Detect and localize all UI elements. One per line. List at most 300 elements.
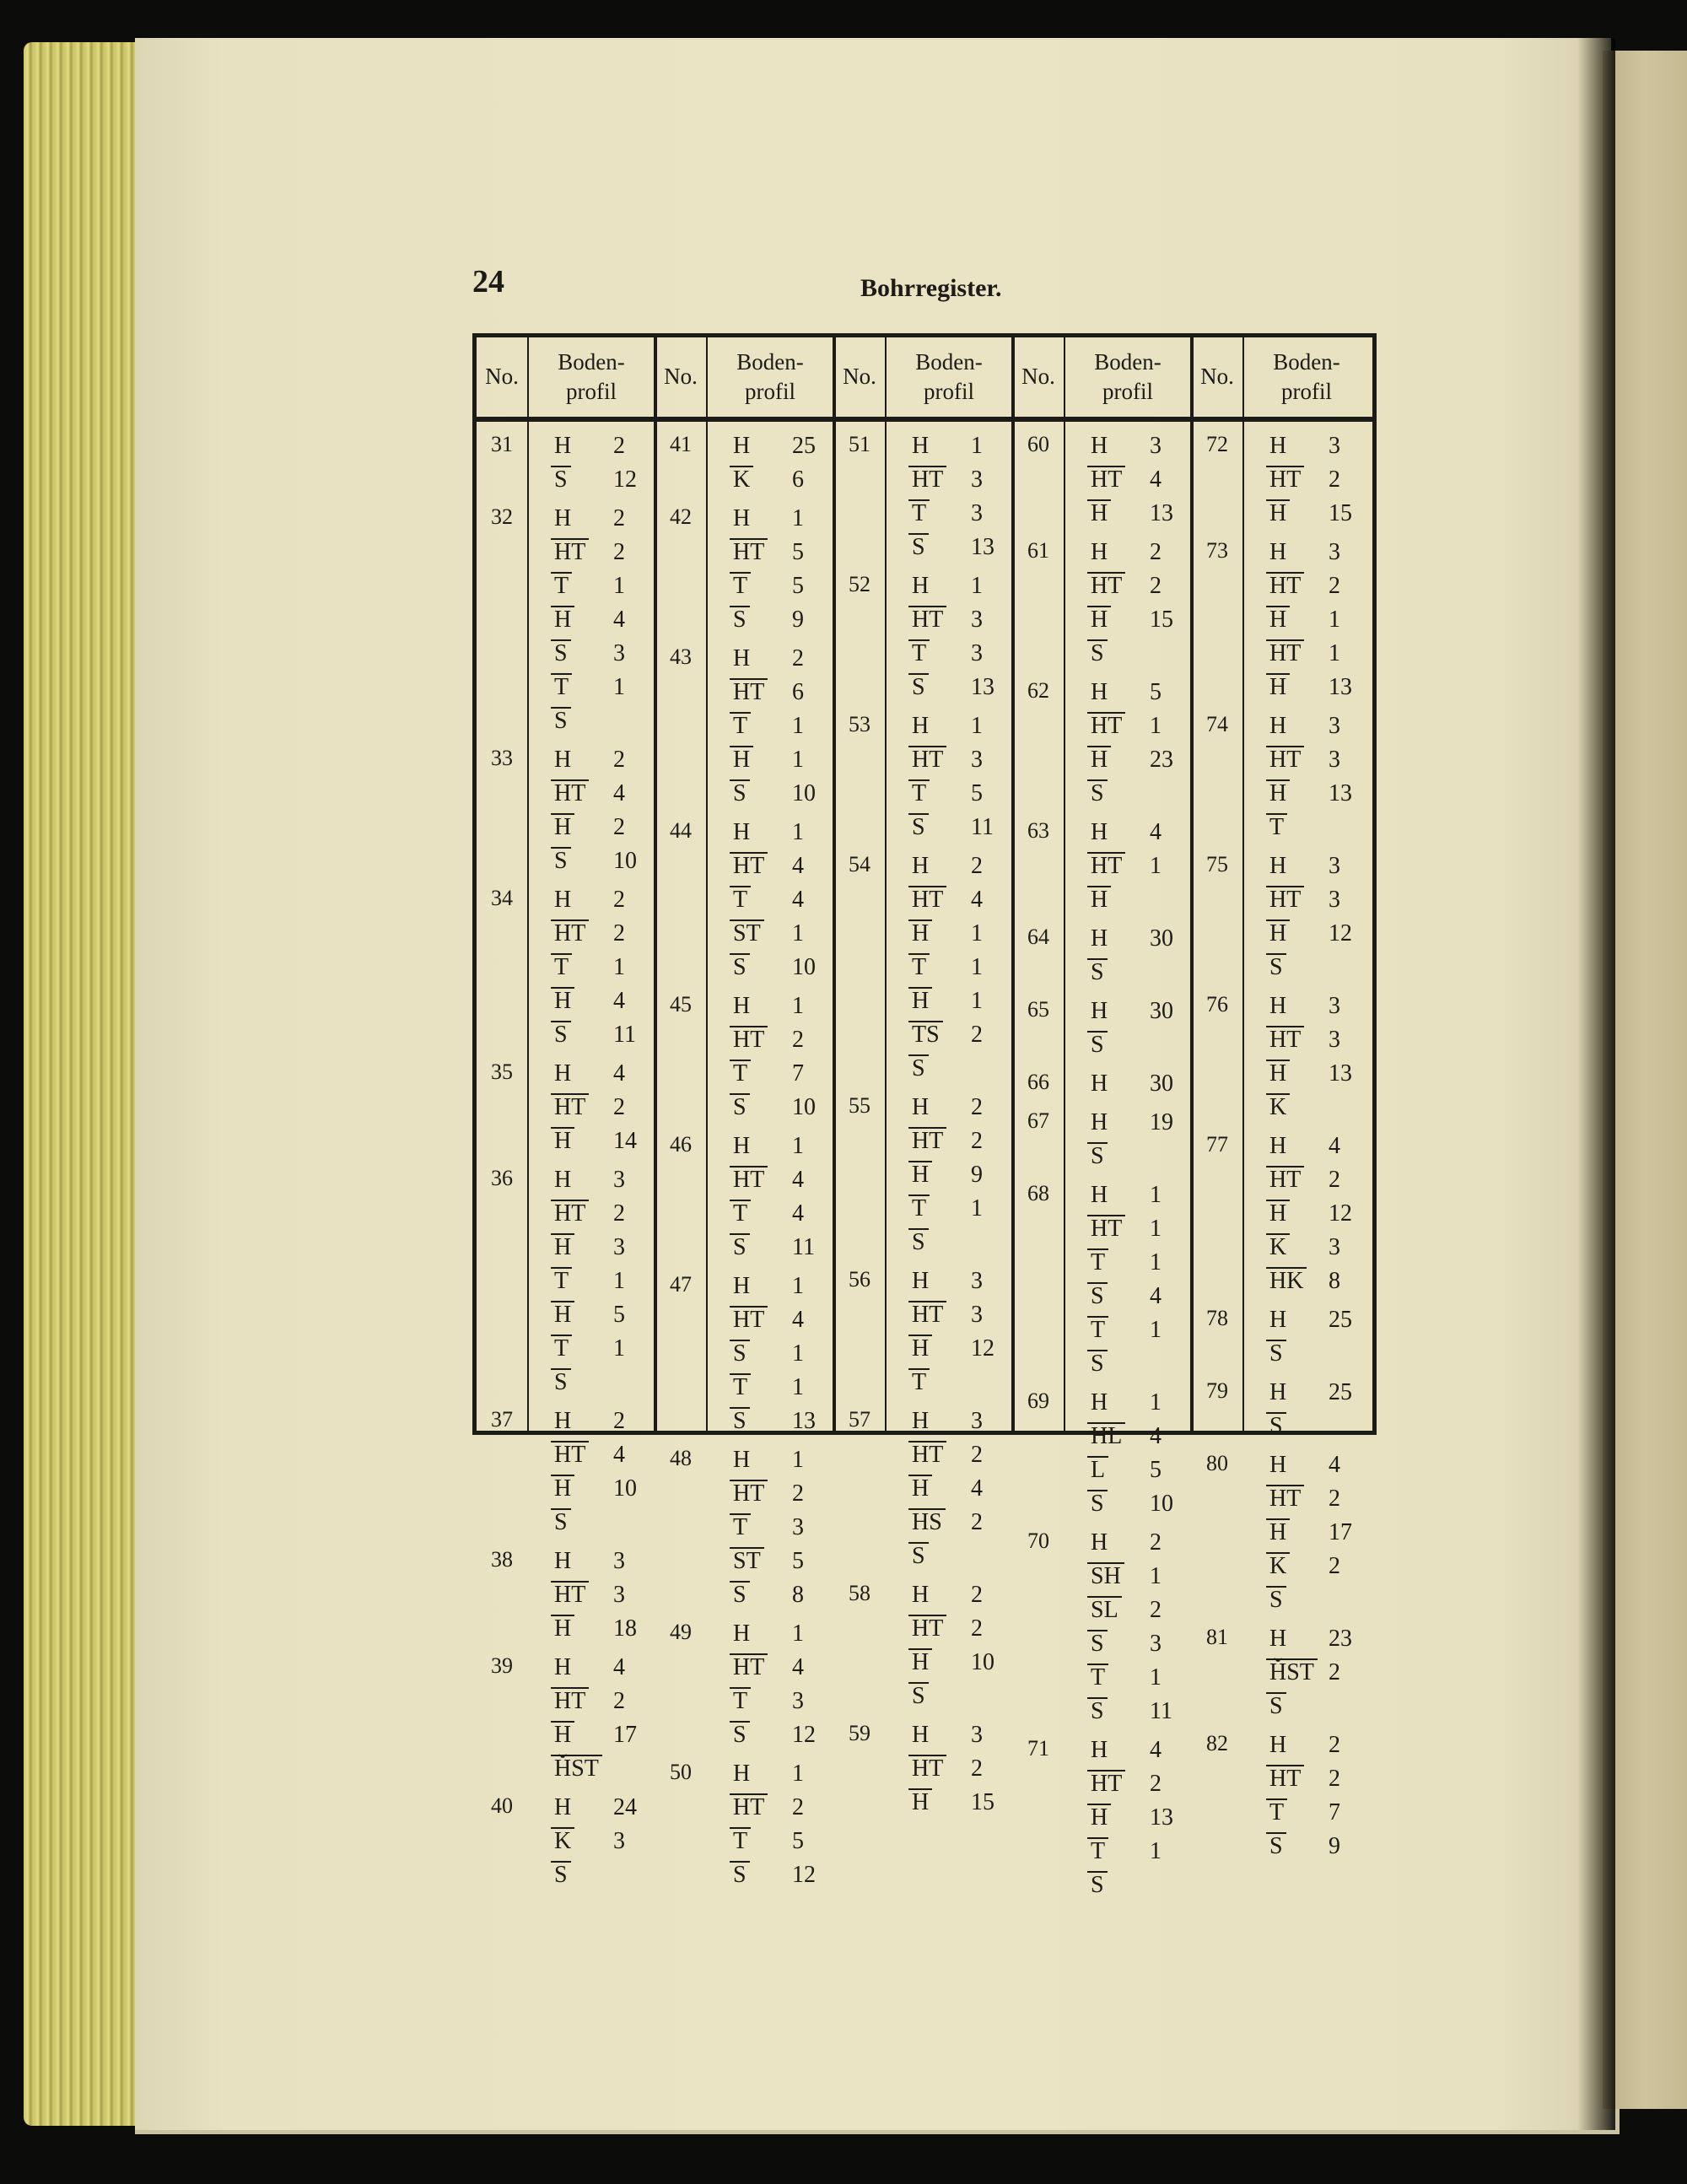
boring-number: 52: [849, 572, 870, 596]
layer-thickness: 3: [1329, 433, 1340, 459]
layer-thickness: 2: [613, 814, 625, 840]
layer-thickness: 9: [792, 607, 804, 633]
profile-layer: [1259, 1090, 1386, 1124]
soil-code: H: [554, 1408, 572, 1434]
soil-code: S: [1091, 1628, 1104, 1660]
layer-thickness: 1: [971, 954, 983, 980]
layer-thickness: 2: [613, 1688, 625, 1714]
profile-layer: [1081, 882, 1207, 916]
register-entry: [834, 1404, 1013, 1572]
profile-layer: [544, 501, 671, 535]
boring-number: 47: [670, 1272, 692, 1297]
layer-thickness: 3: [1329, 993, 1340, 1019]
layer-thickness: 30: [1150, 1070, 1173, 1097]
layer-thickness: 1: [1150, 1182, 1161, 1208]
layer-thickness: 2: [1329, 1486, 1340, 1512]
layer-thickness: 2: [1329, 1659, 1340, 1685]
register-entry: [1013, 535, 1192, 670]
soil-profile: [1242, 1302, 1386, 1370]
layer-thickness: 2: [971, 1128, 983, 1154]
bohrregister-table: [472, 333, 1377, 1898]
boring-number: 62: [1027, 678, 1049, 703]
profile-layer: [1259, 1728, 1386, 1761]
layer-thickness: 10: [613, 848, 637, 874]
boring-number: 77: [1206, 1132, 1228, 1157]
soil-code: T: [554, 671, 569, 704]
layer-thickness: 1: [1329, 607, 1340, 633]
profile-layer: [1081, 1245, 1207, 1279]
boring-number: 54: [849, 852, 870, 876]
profile-layer: [544, 535, 671, 569]
profile-layer: [1081, 675, 1207, 709]
soil-code: H: [912, 1268, 930, 1294]
layer-thickness: 2: [1329, 1553, 1340, 1579]
register-entry: [655, 815, 834, 984]
profile-layer: [723, 916, 849, 950]
profile-layer: [1081, 921, 1207, 955]
header-bodenprofil: [527, 337, 655, 417]
profile-layer: [723, 1022, 849, 1056]
register-entry: [655, 1616, 834, 1751]
boring-number: 64: [1027, 925, 1049, 949]
soil-code: HL: [1091, 1421, 1122, 1453]
header-bodenprofil-text: Boden- profil: [915, 348, 983, 404]
soil-code: H: [1091, 998, 1108, 1024]
soil-code: H: [912, 1333, 929, 1365]
profile-layer: [1081, 1626, 1207, 1660]
soil-code: S: [1269, 1691, 1283, 1723]
soil-code: S: [554, 1859, 568, 1891]
boring-number: 49: [670, 1620, 692, 1644]
profile-layer: [902, 1539, 1028, 1572]
soil-profile: [1064, 429, 1207, 530]
header-bodenprofil-text: Boden- profil: [1273, 348, 1340, 404]
layer-thickness: 4: [792, 1307, 804, 1333]
profile-layer: [902, 742, 1028, 776]
profile-layer: [902, 1017, 1028, 1051]
layer-thickness: 4: [613, 607, 625, 633]
layer-thickness: 5: [792, 539, 804, 565]
soil-code: S: [1269, 1584, 1283, 1616]
layer-thickness: 3: [971, 640, 983, 666]
layer-thickness: 1: [792, 713, 804, 739]
layer-thickness: 3: [1329, 853, 1340, 879]
register-entry: [655, 1443, 834, 1611]
register-entry: [1192, 429, 1371, 530]
layer-thickness: 1: [792, 1340, 804, 1367]
boring-number: 60: [1027, 432, 1049, 456]
soil-profile: [885, 429, 1028, 564]
soil-code: ST: [733, 1545, 761, 1577]
boring-number: 79: [1206, 1378, 1228, 1403]
soil-profile: [527, 1650, 671, 1785]
profile-layer: [902, 1751, 1028, 1785]
profile-layer: [544, 1718, 671, 1751]
soil-profile: [885, 569, 1028, 704]
soil-code: S: [1091, 1029, 1104, 1061]
layer-thickness: 3: [1329, 1027, 1340, 1053]
layer-thickness: 1: [613, 1335, 625, 1362]
soil-profile: [527, 742, 671, 877]
soil-code: S: [912, 1680, 925, 1712]
layer-thickness: 12: [792, 1862, 816, 1888]
soil-code: T: [912, 638, 926, 670]
layer-thickness: 3: [971, 1722, 983, 1748]
register-entry: [1192, 709, 1371, 844]
profile-layer: [544, 984, 671, 1017]
register-entry: [834, 1264, 1013, 1399]
profile-layer: [544, 1056, 671, 1090]
profile-layer: [1081, 636, 1207, 670]
boring-number: 31: [491, 432, 513, 456]
soil-code: S: [733, 1405, 746, 1437]
layer-thickness: 11: [792, 1234, 815, 1260]
soil-profile: [706, 641, 849, 810]
soil-code: H: [1091, 884, 1108, 916]
profile-layer: [544, 1365, 671, 1399]
soil-code: S: [733, 604, 746, 636]
soil-code: HT: [912, 884, 943, 916]
soil-profile: [1064, 1385, 1207, 1520]
profile-layer: [902, 1365, 1028, 1399]
soil-code: H: [1091, 1529, 1108, 1556]
header-bodenprofil: [885, 337, 1013, 417]
soil-code: H: [1091, 604, 1108, 636]
soil-code: H: [1269, 433, 1287, 459]
profile-layer: [1081, 569, 1207, 602]
soil-profile: [527, 1790, 671, 1891]
boring-number: 73: [1206, 538, 1228, 563]
layer-thickness: 3: [971, 747, 983, 773]
profile-layer: [544, 1790, 671, 1824]
profile-layer: [723, 1650, 849, 1684]
soil-code: S: [1091, 1348, 1104, 1380]
soil-code: HT: [912, 1299, 943, 1331]
register-entry: [477, 1790, 655, 1891]
soil-code: T: [912, 1193, 926, 1225]
profile-layer: [544, 1577, 671, 1611]
profile-layer: [723, 675, 849, 709]
layer-thickness: 3: [971, 1268, 983, 1294]
soil-code: H: [1269, 1732, 1287, 1758]
layer-thickness: 2: [1150, 573, 1161, 599]
soil-code: L: [1091, 1454, 1105, 1486]
soil-code: H: [912, 1408, 930, 1434]
soil-code: H: [1269, 1133, 1287, 1159]
book-gutter: [1577, 38, 1615, 2130]
layer-thickness: 13: [1329, 1060, 1352, 1087]
soil-code: S: [554, 1367, 568, 1399]
soil-code: S: [1269, 1410, 1283, 1443]
register-entry: [834, 1718, 1013, 1819]
profile-layer: [544, 844, 671, 877]
layer-thickness: 10: [792, 954, 816, 980]
soil-profile: [527, 1404, 671, 1539]
boring-number: 81: [1206, 1625, 1228, 1649]
profile-layer: [1259, 1056, 1386, 1090]
layer-thickness: 2: [971, 1509, 983, 1535]
profile-layer: [902, 670, 1028, 704]
running-head: Bohrregister.: [860, 274, 1002, 302]
soil-code: HT: [1091, 1768, 1122, 1800]
profile-layer: [544, 1264, 671, 1297]
soil-code: S: [912, 812, 925, 844]
profile-layer: [1081, 1694, 1207, 1728]
layer-thickness: 5: [792, 573, 804, 599]
layer-thickness: 4: [1150, 1423, 1161, 1449]
profile-layer: [723, 1443, 849, 1476]
soil-code: S: [554, 705, 568, 737]
profile-layer: [1259, 1196, 1386, 1230]
soil-code: HT: [733, 1024, 764, 1056]
soil-code: S: [733, 1092, 746, 1124]
soil-code: H: [1091, 679, 1108, 705]
boring-number: 50: [670, 1760, 692, 1784]
layer-thickness: 1: [1150, 1389, 1161, 1416]
soil-code: HT: [912, 1753, 943, 1785]
soil-code: S: [912, 671, 925, 704]
soil-code: T: [554, 1265, 569, 1297]
layer-thickness: 5: [1150, 1457, 1161, 1483]
soil-code: H: [912, 713, 930, 739]
soil-code: HT: [554, 918, 585, 950]
soil-code: H: [1091, 1182, 1108, 1208]
layer-thickness: 3: [1329, 887, 1340, 913]
profile-layer: [1259, 1621, 1386, 1655]
soil-code: S: [733, 952, 746, 984]
register-entry: [1013, 1178, 1192, 1380]
profile-layer: [544, 1404, 671, 1437]
layer-thickness: 4: [613, 988, 625, 1014]
soil-code: HT: [912, 1613, 943, 1645]
profile-layer: [723, 1090, 849, 1124]
layer-thickness: 2: [1329, 466, 1340, 493]
layer-thickness: 10: [792, 780, 816, 806]
layer-thickness: 30: [1150, 998, 1173, 1024]
boring-number: 75: [1206, 852, 1228, 876]
layer-thickness: 1: [1150, 853, 1161, 879]
profile-layer: [1081, 1486, 1207, 1520]
profile-layer: [1259, 670, 1386, 704]
register-entry: [834, 1090, 1013, 1259]
soil-code: HT: [1269, 638, 1301, 670]
soil-profile: [1064, 815, 1207, 916]
layer-thickness: 2: [792, 1794, 804, 1820]
profile-layer: [723, 569, 849, 602]
profile-layer: [1259, 429, 1386, 462]
soil-code: S: [1091, 1696, 1104, 1728]
profile-layer: [723, 742, 849, 776]
soil-code: H: [912, 1159, 929, 1191]
layer-thickness: 2: [613, 920, 625, 946]
layer-thickness: 3: [971, 607, 983, 633]
profile-layer: [544, 742, 671, 776]
soil-code: S: [1269, 1338, 1283, 1370]
register-entry: [477, 1056, 655, 1157]
layer-thickness: 1: [792, 1374, 804, 1400]
layer-thickness: 3: [1329, 713, 1340, 739]
soil-profile: [1242, 1448, 1386, 1616]
profile-layer: [902, 950, 1028, 984]
soil-code: T: [733, 1685, 747, 1718]
layer-thickness: 6: [792, 679, 804, 705]
soil-profile: [706, 1443, 849, 1611]
soil-code: S: [1091, 1141, 1104, 1173]
soil-code: H: [1269, 604, 1286, 636]
profile-layer: [1081, 1593, 1207, 1626]
layer-thickness: 1: [1150, 1216, 1161, 1242]
profile-layer: [1259, 989, 1386, 1022]
soil-profile: [527, 429, 671, 496]
register-entry: [477, 742, 655, 877]
register-entry: [655, 641, 834, 810]
soil-code: HT: [1269, 1763, 1301, 1795]
profile-layer: [723, 1230, 849, 1264]
soil-profile: [1064, 1105, 1207, 1173]
profile-layer: [1259, 1829, 1386, 1863]
soil-code: T: [912, 778, 926, 810]
layer-thickness: 23: [1329, 1626, 1352, 1652]
layer-thickness: 5: [792, 1548, 804, 1574]
profile-layer: [723, 1577, 849, 1611]
soil-profile: [1064, 1525, 1207, 1728]
register-entry: [477, 882, 655, 1051]
layer-thickness: 4: [792, 1200, 804, 1227]
header-bodenprofil: [1064, 337, 1192, 417]
header-no: No.: [664, 364, 698, 390]
profile-layer: [1259, 1129, 1386, 1162]
layer-thickness: 25: [792, 433, 816, 459]
profile-layer: [544, 1611, 671, 1645]
profile-layer: [723, 1196, 849, 1230]
layer-thickness: 24: [613, 1794, 637, 1820]
header-bodenprofil: [1242, 337, 1371, 417]
layer-thickness: 1: [792, 1761, 804, 1787]
layer-thickness: 5: [1150, 679, 1161, 705]
layer-thickness: 9: [971, 1162, 983, 1188]
profile-layer: [1259, 1409, 1386, 1443]
soil-code: T: [733, 710, 747, 742]
soil-code: T: [554, 952, 569, 984]
layer-thickness: 3: [613, 1582, 625, 1608]
layer-thickness: 25: [1329, 1307, 1352, 1333]
layer-thickness: 12: [613, 466, 637, 493]
profile-layer: [902, 1124, 1028, 1157]
soil-code: H: [554, 1125, 571, 1157]
profile-layer: [902, 776, 1028, 810]
profile-layer: [1259, 1481, 1386, 1515]
layer-thickness: 5: [971, 780, 983, 806]
soil-code: HT: [554, 1439, 585, 1471]
layer-thickness: 1: [1329, 640, 1340, 666]
soil-code: HT: [554, 1685, 585, 1718]
soil-code: S: [1269, 1831, 1283, 1863]
layer-thickness: 1: [613, 1268, 625, 1294]
profile-layer: [902, 1264, 1028, 1297]
register-entry: [655, 429, 834, 496]
soil-profile: [1242, 535, 1386, 704]
profile-layer: [1259, 882, 1386, 916]
layer-thickness: 2: [613, 887, 625, 913]
soil-code: H: [1269, 1517, 1286, 1549]
soil-code: T: [733, 1372, 747, 1404]
layer-thickness: 1: [971, 713, 983, 739]
register-entry: [834, 709, 1013, 844]
boring-number: 32: [491, 504, 513, 529]
soil-code: H: [554, 1548, 572, 1574]
profile-layer: [1081, 1419, 1207, 1453]
register-entry: [834, 569, 1013, 704]
profile-layer: [723, 1162, 849, 1196]
soil-profile: [527, 1544, 671, 1645]
profile-layer: [902, 496, 1028, 530]
profile-layer: [1259, 916, 1386, 950]
profile-layer: [544, 569, 671, 602]
soil-code: T: [1091, 1662, 1105, 1694]
profile-layer: [1259, 1302, 1386, 1336]
soil-code: S: [733, 1719, 746, 1751]
layer-thickness: 15: [971, 1789, 994, 1815]
register-entry: [655, 989, 834, 1124]
layer-thickness: 4: [1329, 1133, 1340, 1159]
soil-profile: [1242, 429, 1386, 530]
profile-layer: [544, 704, 671, 737]
profile-layer: [723, 1056, 849, 1090]
profile-layer: [902, 1157, 1028, 1191]
layer-thickness: 2: [971, 1755, 983, 1782]
profile-layer: [902, 462, 1028, 496]
soil-code: H: [554, 1167, 572, 1193]
layer-thickness: 1: [971, 920, 983, 946]
profile-layer: [1259, 496, 1386, 530]
layer-thickness: 2: [971, 1582, 983, 1608]
soil-code: HT: [912, 604, 943, 636]
soil-code: S: [554, 638, 568, 670]
layer-thickness: 2: [1150, 1597, 1161, 1623]
profile-layer: [1081, 1834, 1207, 1868]
profile-layer: [1081, 742, 1207, 776]
register-entry: [1192, 1448, 1371, 1616]
profile-layer: [723, 776, 849, 810]
layer-thickness: 10: [1150, 1491, 1173, 1517]
profile-layer: [1081, 429, 1207, 462]
boring-number: 51: [849, 432, 870, 456]
soil-profile: [527, 882, 671, 1051]
soil-code: T: [733, 1512, 747, 1544]
layer-thickness: 17: [613, 1722, 637, 1748]
layer-thickness: 13: [1150, 1804, 1173, 1831]
register-entry: [477, 429, 655, 496]
profile-layer: [544, 602, 671, 636]
soil-profile: [1242, 1621, 1386, 1723]
soil-code: HT: [733, 537, 764, 569]
layer-thickness: 2: [1329, 573, 1340, 599]
soil-code: H: [554, 1719, 571, 1751]
layer-thickness: 1: [613, 573, 625, 599]
soil-code: H: [554, 1794, 572, 1820]
layer-thickness: 2: [1329, 1766, 1340, 1792]
header-no: No.: [485, 364, 519, 390]
soil-code: H: [1269, 993, 1287, 1019]
profile-layer: [1081, 994, 1207, 1027]
register-entry: [1013, 1385, 1192, 1520]
soil-code: H: [912, 918, 929, 950]
boring-number: 45: [670, 992, 692, 1017]
profile-layer: [902, 1679, 1028, 1712]
profile-layer: [544, 1684, 671, 1718]
profile-layer: [544, 462, 671, 496]
profile-layer: [544, 1090, 671, 1124]
